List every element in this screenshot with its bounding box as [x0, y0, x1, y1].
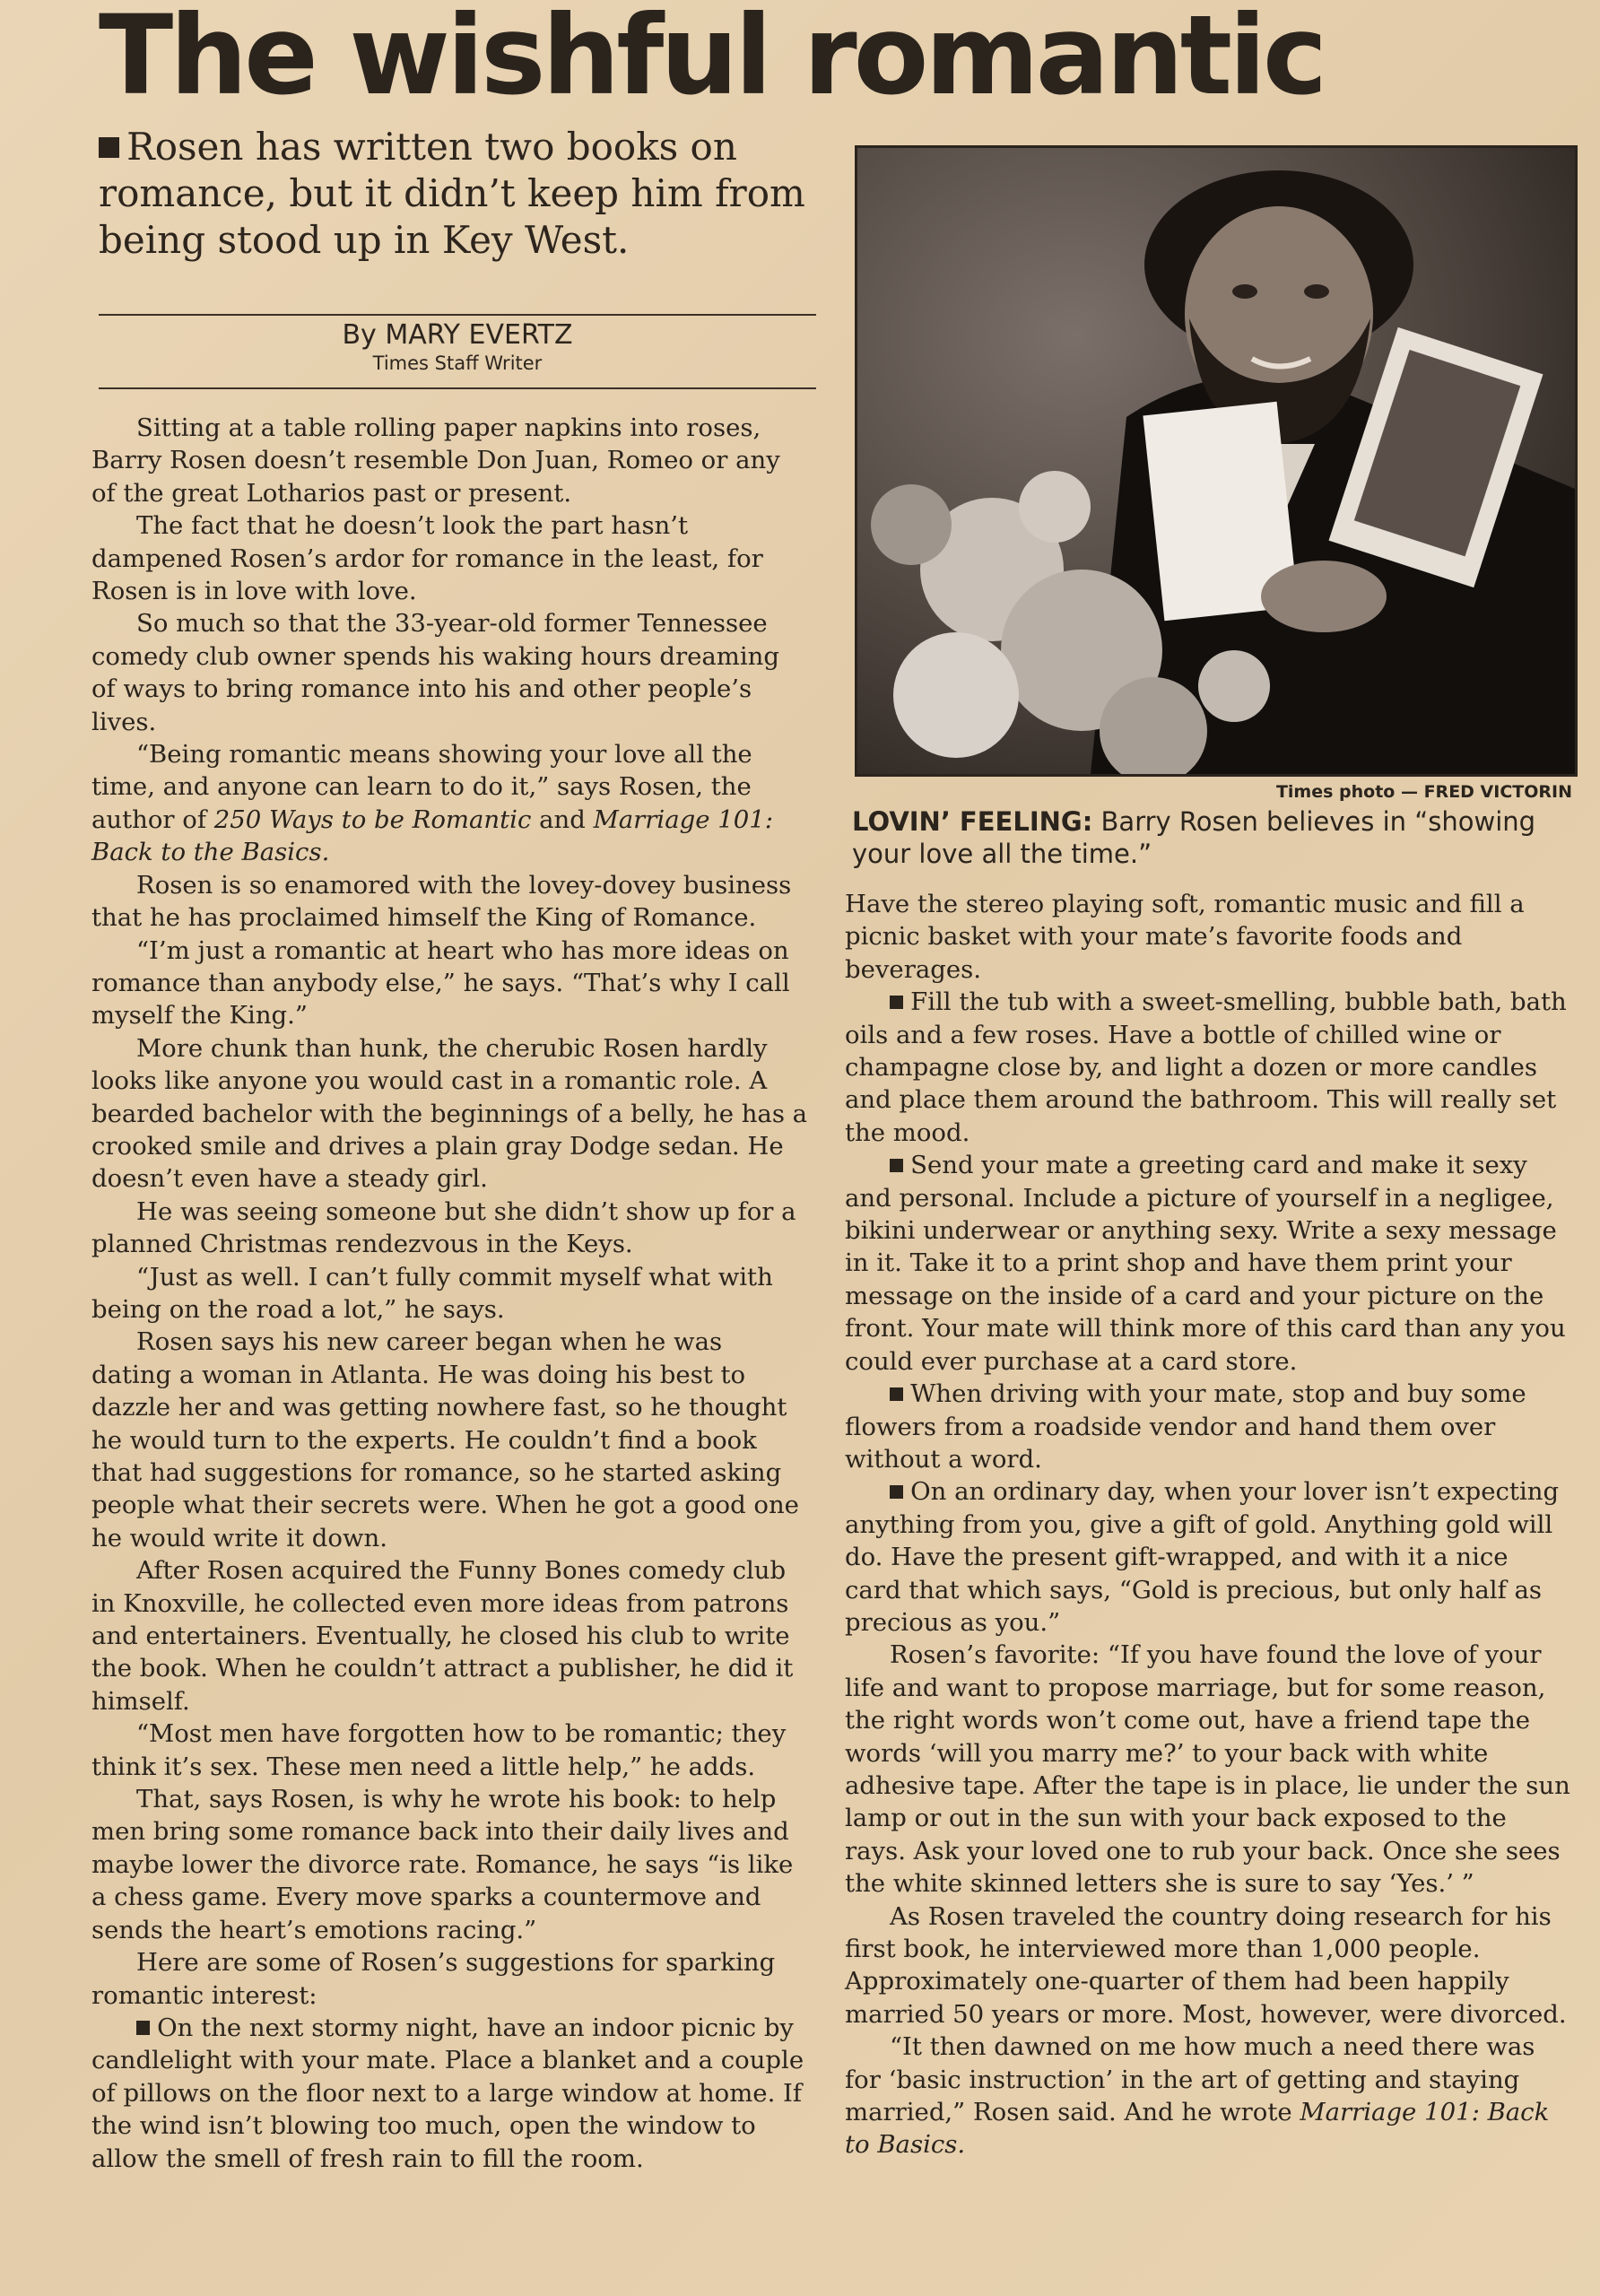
book-title: Marriage 101: Back to Basics.	[845, 2098, 1550, 2160]
paragraph	[91, 738, 809, 869]
bullet-square-icon	[890, 1159, 903, 1172]
book-title: 250 Ways to be Romantic	[213, 804, 532, 834]
suggestion-item	[845, 1378, 1571, 1475]
paragraph: The fact that he doesn’t look the part hasn’t dampened Rosen’s ardor for romance in the least, for Rosen is in love with love.	[91, 511, 763, 606]
suggestion-item	[91, 2012, 809, 2175]
byline-name: By MARY EVERTZ	[342, 319, 573, 351]
suggestion-text: Send your mate a greeting card and make it sexy and personal. Include a picture of yourself in a negligee, bikini underwear or anything sexy. Write a sexy message in it. Take it to a print shop and have them print your message on the inside of a card and your picture on the front. Your mate will think more of this card than any you could ever purchase at a card store.	[845, 1151, 1566, 1376]
caption-text: Barry Rosen believes in “showing your love all the time.”	[852, 806, 1536, 869]
suggestion-item	[845, 1475, 1571, 1639]
paragraph-text: and	[531, 804, 594, 834]
suggestion-item	[845, 1149, 1571, 1378]
paragraph: Have the stereo playing soft, romantic music and fill a picnic basket with your mate’s favorite foods and beverages.	[845, 890, 1525, 984]
book-title: Marriage 101: Back to the Basics.	[91, 804, 773, 867]
bullet-square-icon	[890, 996, 903, 1009]
article-column-2	[845, 888, 1571, 2161]
deck-text: Rosen has written two books on romance, but it didn’t keep him from being stood up in Key West.	[99, 125, 805, 262]
photo-illustration	[857, 148, 1575, 774]
byline-rule-bottom	[99, 387, 816, 389]
paragraph: Rosen is so enamored with the lovey-dovey business that he has proclaimed himself the King of Romance.	[91, 870, 792, 933]
paragraph: “Most men have forgotten how to be romantic; they think it’s sex. These men need a little help,” he adds.	[91, 1719, 787, 1781]
suggestion-text: On an ordinary day, when your lover isn’t expecting anything from you, give a gift of gold. Anything gold will do. Have the present gift-wrapped, and with it a nice card that which says, “Gold is precious, but only half as precious as you.”	[845, 1477, 1560, 1637]
paragraph: Here are some of Rosen’s suggestions for sparking romantic interest:	[91, 1948, 776, 2010]
paragraph: After Rosen acquired the Funny Bones comedy club in Knoxville, he collected even more ideas from patrons and entertainers. Eventually, he closed his club to write the book. When he couldn’t attract a publisher, he did it himself.	[91, 1556, 794, 1716]
bullet-square-icon	[890, 1387, 903, 1401]
suggestion-text: When driving with your mate, stop and buy some flowers from a roadside vendor and hand them over without a word.	[845, 1379, 1526, 1474]
suggestion-item	[845, 986, 1571, 1149]
paragraph-text: “It then dawned on me how much a need there was for ‘basic instruction’ in the art of getting and staying married,” Rosen said. And he wrote	[845, 2032, 1535, 2127]
paragraph: He was seeing someone but she didn’t show up for a planned Christmas rendezvous in the Keys.	[91, 1196, 796, 1259]
paragraph	[845, 2031, 1571, 2161]
headline: The wishful romantic	[99, 0, 1325, 119]
photo-credit: Times photo — FRED VICTORIN	[1275, 782, 1572, 802]
paragraph: Rosen’s favorite: “If you have found the love of your life and want to propose marriage, but for some reason, the right words won’t come out, have a friend tape the words ‘will you marry me?’ to your back with white adhesive tape. After the tape is in place, lie under the sun lamp or out in the sun with your back exposed to the rays. Ask your loved one to rub your back. Once she sees the white skinned letters she is sure to say ‘Yes.’ ”	[845, 1640, 1570, 1899]
paragraph-text: “Being romantic means showing your love all the time, and anyone can learn to do it,” says Rosen, the author of	[91, 740, 752, 834]
paragraph: “I’m just a romantic at heart who has more ideas on romance than anybody else,” he says. “That’s why I call myself the King.”	[91, 935, 790, 1031]
byline-rule-top	[99, 314, 816, 316]
paragraph: So much so that the 33-year-old former Tennessee comedy club owner spends his waking hours dreaming of ways to bring romance into his and other people’s lives.	[91, 609, 779, 736]
article-column-1	[91, 412, 809, 2175]
suggestion-text: On the next stormy night, have an indoor picnic by candlelight with your mate. Place a blanket and a couple of pillows on the floor next to a large window at home. If the wind isn’t blowing too much, open the window to allow the smell of fresh rain to fill the room.	[91, 2013, 804, 2173]
byline	[99, 319, 816, 375]
paragraph: As Rosen traveled the country doing research for his first book, he interviewed more than 1,000 people. Approximately one-quarter of them had been happily married 50 years or more. Most, however, were divorced.	[845, 1901, 1567, 2029]
paragraph: Rosen says his new career began when he was dating a woman in Atlanta. He was doing his best to dazzle her and was getting nowhere fast, so he thought he would turn to the experts. He couldn’t find a book that had suggestions for romance, so he started asking people what their secrets were. When he got a good one he would write it down.	[91, 1327, 799, 1552]
photo-barry-rosen	[855, 145, 1578, 777]
bullet-square-icon	[890, 1485, 903, 1499]
caption-lead: LOVIN’ FEELING:	[852, 806, 1093, 837]
paragraph: More chunk than hunk, the cherubic Rosen hardly looks like anyone you would cast in a romantic role. A bearded bachelor with the beginnings of a belly, he has a crooked smile and drives a plain gray Dodge sedan. He doesn’t even have a steady girl.	[91, 1033, 808, 1194]
deck	[99, 124, 834, 264]
paragraph: Sitting at a table rolling paper napkins into roses, Barry Rosen doesn’t resemble Don Juan, Romeo or any of the great Lotharios past or present.	[91, 413, 780, 508]
bullet-square-icon	[99, 137, 119, 158]
byline-role: Times Staff Writer	[372, 352, 543, 374]
paragraph: That, says Rosen, is why he wrote his book: to help men bring some romance back into their daily lives and maybe lower the divorce rate. Romance, he says “is like a chess game. Every move sparks a countermove and sends the heart’s emotions racing.”	[91, 1785, 794, 1944]
bullet-square-icon	[136, 2021, 150, 2034]
photo-caption	[852, 805, 1578, 870]
paragraph: “Just as well. I can’t fully commit myself what with being on the road a lot,” he says.	[91, 1262, 773, 1324]
suggestion-text: Fill the tub with a sweet-smelling, bubble bath, bath oils and a few roses. Have a bottle of chilled wine or champagne close by, and light a dozen or more candles and place them around the bathroom. This will really set the mood.	[845, 987, 1567, 1147]
